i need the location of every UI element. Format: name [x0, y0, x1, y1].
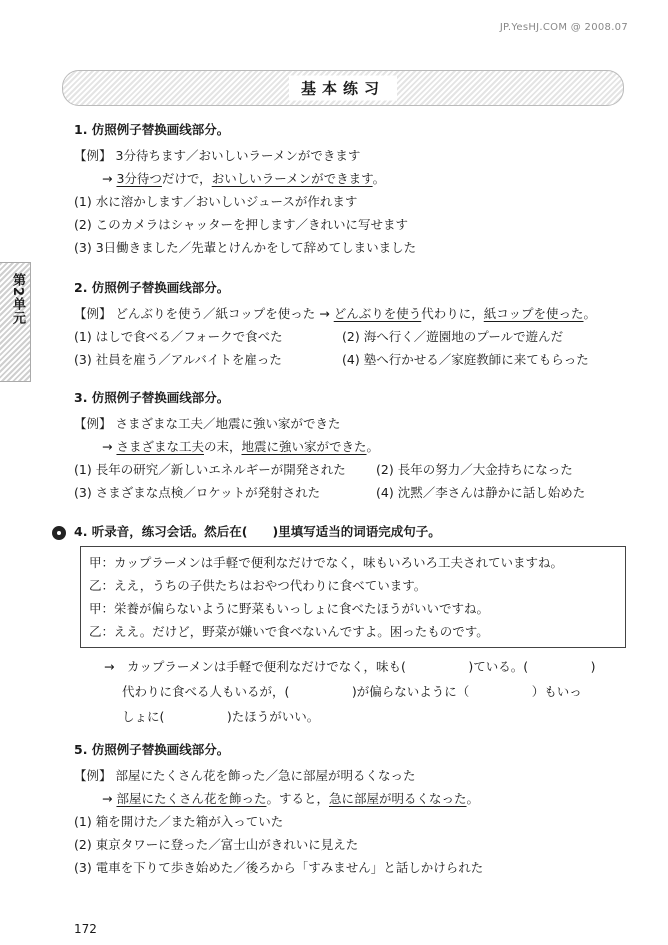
exercise-5 — [74, 740, 634, 879]
page-number: 172 — [74, 922, 97, 936]
example-answer — [74, 435, 634, 458]
example-tag: 【例】 — [74, 306, 112, 321]
dialog-text: ええ，うちの子供たちはおやつ代わりに食べています。 — [114, 578, 427, 593]
exercise-title: 5. 仿照例子替换画线部分。 — [74, 742, 230, 757]
speaker: 乙： — [89, 624, 115, 639]
exercise-2 — [74, 278, 634, 371]
example-tag: 【例】 — [74, 416, 112, 431]
item-text: はしで食べる／フォークで食べた — [95, 329, 283, 344]
list-item — [74, 236, 634, 259]
item-number: (3) — [74, 860, 92, 875]
example-text: 部屋にたくさん花を飾った／急に部屋が明るくなった — [115, 768, 416, 783]
example-text: 3分待ちます／おいしいラーメンができます — [115, 148, 361, 163]
arrow: → — [102, 171, 113, 186]
dialog-line — [89, 620, 617, 643]
item-number: (1) — [74, 194, 92, 209]
item-text: 電車を下りて歩き始めた／後ろから「すみません」と話しかけられた — [95, 860, 484, 875]
item-text: 社員を雇う／アルバイトを雇った — [95, 352, 282, 367]
item-text: 長年の努力／大金持ちになった — [397, 462, 573, 477]
item-text: 3日働きました／先輩とけんかをして辞めてしまいました — [95, 240, 417, 255]
answer-underlined: 地震に強い家ができた — [241, 439, 367, 454]
answer-underlined: 急に部屋が明るくなった — [329, 791, 467, 806]
item-text: 箱を開けた／また箱が入っていた — [95, 814, 284, 829]
item-number: (2) — [342, 329, 360, 344]
list-item — [74, 856, 634, 879]
list-item — [74, 833, 634, 856]
dialog-line — [89, 574, 617, 597]
unit-side-tab — [0, 262, 31, 382]
answer-text: 。 — [366, 439, 380, 454]
item-text: 水に溶かします／おいしいジュースが作れます — [95, 194, 358, 209]
example-line — [74, 412, 634, 435]
item-number: (2) — [74, 837, 92, 852]
fill-in-line: しょに( )たほうがいい。 — [122, 709, 320, 724]
watermark: JP.YesHJ.COM @ 2008.07 — [499, 22, 628, 33]
list-item — [74, 462, 346, 477]
arrow: → — [319, 306, 330, 321]
speaker: 甲： — [89, 555, 115, 570]
exercise-3 — [74, 388, 634, 504]
list-item — [342, 348, 589, 371]
arrow: → — [102, 791, 113, 806]
dialog-line — [89, 551, 617, 574]
item-text: 海へ行く／遊園地のプールで遊んだ — [363, 329, 564, 344]
item-text: さまざまな点検／ロケットが発射された — [95, 485, 321, 500]
answer-underlined: 紙コップを使った — [483, 306, 584, 321]
exercise-1 — [74, 120, 634, 259]
answer-underlined: さまざまな工夫 — [116, 439, 204, 454]
dialog-text: カップラーメンは手軽で便利なだけでなく，味もいろいろ工夫されていますね。 — [114, 555, 564, 570]
answer-text: の末， — [203, 439, 242, 454]
arrow: → — [102, 439, 113, 454]
exercise-title: 3. 仿照例子替换画线部分。 — [74, 390, 230, 405]
exercise-4 — [74, 522, 634, 729]
item-number: (2) — [74, 217, 92, 232]
item-text: 塾へ行かせる／家庭教師に来てもらった — [363, 352, 589, 367]
exercise-title: 4. 听录音，练习会话。然后在( )里填写适当的词语完成句子。 — [74, 524, 441, 539]
dialog-text: 栄養が偏らないように野菜もいっしょに食べたほうがいいですね。 — [114, 601, 490, 616]
item-number: (1) — [74, 814, 92, 829]
item-text: 東京タワーに登った／富士山がきれいに見えた — [95, 837, 359, 852]
item-number: (4) — [342, 352, 360, 367]
speaker: 甲： — [89, 601, 115, 616]
item-text: このカメラはシャッターを押します／きれいに写せます — [95, 217, 408, 232]
speaker: 乙： — [89, 578, 115, 593]
exercise-title: 2. 仿照例子替换画线部分。 — [74, 280, 230, 295]
fill-in-block — [104, 654, 634, 729]
section-banner — [62, 70, 624, 106]
banner-title: 基本练习 — [289, 76, 397, 101]
exercise-title: 1. 仿照例子替换画线部分。 — [74, 122, 230, 137]
list-item — [376, 458, 573, 481]
list-item — [376, 481, 585, 504]
list-row — [74, 481, 634, 504]
example-text: どんぶりを使う／紙コップを使った — [115, 306, 316, 321]
example-tag: 【例】 — [74, 148, 112, 163]
fill-in-line: → カップラーメンは手軽で便利なだけでなく，味も( )ている。( ) — [104, 659, 596, 674]
list-item — [74, 213, 634, 236]
list-item — [342, 325, 563, 348]
list-row — [74, 325, 634, 348]
answer-text: だけで， — [161, 171, 212, 186]
item-number: (1) — [74, 462, 92, 477]
item-number: (1) — [74, 329, 92, 344]
example-tag: 【例】 — [74, 768, 112, 783]
answer-underlined: どんぶりを使う — [333, 306, 422, 321]
dialog-line — [89, 597, 617, 620]
answer-underlined: 部屋にたくさん花を飾った — [116, 791, 267, 806]
list-item — [74, 485, 320, 500]
example-text: さまざまな工夫／地震に強い家ができた — [115, 416, 341, 431]
unit-label: 第2单元 — [10, 273, 25, 326]
item-number: (3) — [74, 240, 92, 255]
example-line — [74, 144, 634, 167]
list-item — [74, 329, 283, 344]
dialog-text: ええ。だけど，野菜が嫌いで食べないんですよ。困ったものです。 — [114, 624, 489, 639]
answer-text: 。 — [372, 171, 386, 186]
list-row — [74, 458, 634, 481]
item-number: (3) — [74, 485, 92, 500]
fill-in-line: 代わりに食べる人もいるが，( )が偏らないように（ ）もいっ — [122, 684, 582, 699]
answer-text: 。 — [583, 306, 597, 321]
answer-text: 。すると， — [266, 791, 329, 806]
audio-cd-icon[interactable] — [52, 526, 66, 540]
item-text: 沈黙／李さんは静かに話し始めた — [397, 485, 586, 500]
list-item — [74, 352, 282, 367]
example-answer — [74, 167, 634, 190]
dialog-box — [80, 546, 626, 648]
item-number: (4) — [376, 485, 394, 500]
answer-underlined: 3分待つ — [116, 171, 162, 186]
answer-underlined: おいしいラーメンができます — [211, 171, 373, 186]
list-row — [74, 348, 634, 371]
answer-text: 。 — [466, 791, 480, 806]
answer-text: 代わりに， — [421, 306, 484, 321]
list-item — [74, 810, 634, 833]
example-line — [74, 302, 634, 325]
example-answer — [74, 787, 634, 810]
item-number: (2) — [376, 462, 394, 477]
list-item — [74, 190, 634, 213]
item-number: (3) — [74, 352, 92, 367]
item-text: 長年の研究／新しいエネルギーが開発された — [95, 462, 346, 477]
example-line — [74, 764, 634, 787]
